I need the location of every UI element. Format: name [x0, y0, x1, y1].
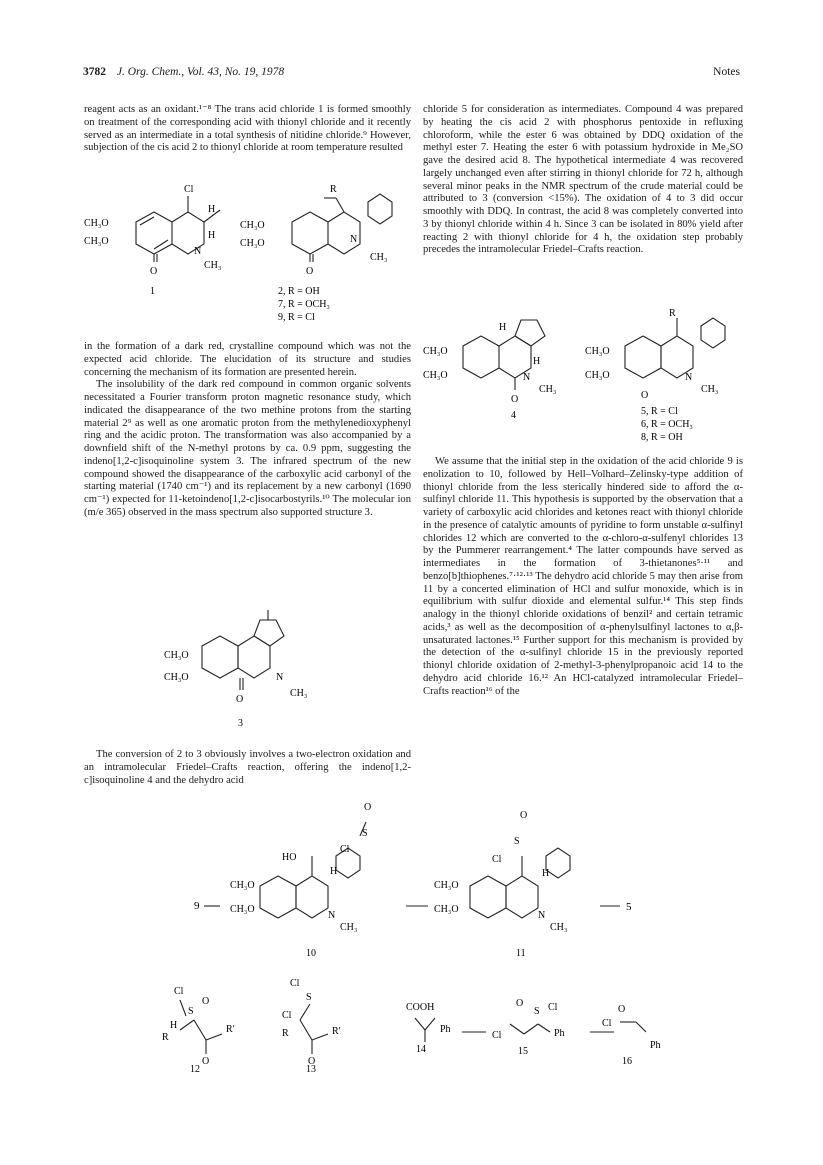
- methoxy-label: CH₃O: [230, 880, 255, 891]
- compound-number: 12: [190, 1064, 200, 1075]
- left-paragraph-4: The conversion of 2 to 3 obviously involves a two-electron oxidation and an intramolecular Friedel–Crafts reaction, offering the indeno[1,2-c]isoquinoline 4 and the dehydro acid: [84, 749, 411, 786]
- atom-label: N: [685, 372, 693, 383]
- atom-label: H: [499, 322, 507, 333]
- legend-line: 8, R = OH: [641, 432, 683, 443]
- methoxy-label: CH₃O: [240, 238, 265, 249]
- atom-label: O: [511, 394, 519, 405]
- legend-line: 5, R = Cl: [641, 406, 678, 417]
- atom-label: S: [362, 828, 368, 839]
- methoxy-label: CH₃O: [240, 220, 265, 231]
- atom-label: O: [150, 266, 158, 277]
- structure-4: [423, 306, 593, 426]
- atom-label: CH₃: [539, 384, 557, 395]
- legend-line: 6, R = OCH₃: [641, 419, 693, 430]
- atom-label: Cl: [548, 1002, 558, 1013]
- atom-label: CH₃: [370, 252, 388, 263]
- atom-label: COOH: [406, 1002, 435, 1013]
- atom-label: Cl: [492, 854, 502, 865]
- section-label: Notes: [713, 66, 740, 78]
- methoxy-label: CH₃O: [434, 904, 459, 915]
- journal-citation: J. Org. Chem., Vol. 43, No. 19, 1978: [116, 66, 285, 78]
- methoxy-label: CH₃O: [84, 218, 109, 229]
- atom-label: S: [534, 1006, 540, 1017]
- atom-label: H: [542, 868, 550, 879]
- compound-number: 13: [306, 1064, 316, 1075]
- atom-label: H: [170, 1020, 178, 1031]
- atom-label: O: [202, 1056, 210, 1067]
- atom-label: Cl: [174, 986, 184, 997]
- compound-number: 16: [622, 1056, 632, 1067]
- atom-label: O: [308, 1056, 316, 1067]
- atom-label: Ph: [554, 1028, 565, 1039]
- page-number: 3782: [83, 66, 106, 78]
- mechanism-scheme: [180, 796, 660, 966]
- methoxy-label: CH₃O: [164, 650, 189, 661]
- compound-number: 4: [511, 410, 516, 421]
- atom-label: O: [618, 1004, 626, 1015]
- atom-label: H: [208, 230, 216, 241]
- atom-label: S: [514, 836, 520, 847]
- compound-number: 11: [516, 948, 526, 959]
- compound-number: 14: [416, 1044, 426, 1055]
- atom-label: O: [641, 390, 649, 401]
- methoxy-label: CH₃O: [585, 346, 610, 357]
- atom-label: S: [188, 1006, 194, 1017]
- compound-number: 15: [518, 1046, 528, 1057]
- left-paragraph-2: in the formation of a dark red, crystalline compound which was not the expected acid chloride. The elucidation of its structure and studies concerning the mechanism of its formation are presented herein. The insolubility of the dark red compound in common organic solvents necessitated a Fourier transform proton magnetic resonance study, which indicated the disappearance of the two methine protons from the starting material 2⁹ as well as one aromatic proton from the methylenedioxyphenyl ring and the acidic proton. The transformation was also accompanied by a downfield shift of the N-methyl protons by ca. 0.9 ppm, suggesting the indeno[1,2-c]isoquinoline system 3. The infrared spectrum of the new compound showed the disappearance of the carboxylic acid carbonyl of the starting material (1740 cm⁻¹) and its replacement by a new carbonyl (1690 cm⁻¹) expected for 11-ketoindeno[1,2-c]isocarbostyrils.¹⁰ The molecular ion (m/e 365) observed in the mass spectrum also supported structure 3.: [84, 341, 411, 518]
- bottom-structures: [150, 970, 690, 1080]
- atom-label: N: [523, 372, 531, 383]
- atom-label: R′: [332, 1026, 341, 1037]
- atom-label: Cl: [492, 1030, 502, 1041]
- atom-label: N: [194, 246, 202, 257]
- atom-label: Cl: [290, 978, 300, 989]
- atom-label: R′: [226, 1024, 235, 1035]
- compound-number: 9: [194, 900, 200, 912]
- atom-label: CH₃: [204, 260, 222, 271]
- atom-label: H: [208, 204, 216, 215]
- atom-label: O: [236, 694, 244, 705]
- atom-label: R: [162, 1032, 169, 1043]
- atom-label: H: [533, 356, 541, 367]
- methoxy-label: CH₃O: [84, 236, 109, 247]
- methoxy-label: CH₃O: [423, 370, 448, 381]
- atom-label: O: [520, 810, 528, 821]
- structure-5: [585, 306, 745, 446]
- running-header: [83, 66, 284, 78]
- methoxy-label: CH₃O: [423, 346, 448, 357]
- atom-label: O: [516, 998, 524, 1009]
- atom-label: CH₃: [550, 922, 568, 933]
- atom-label: N: [350, 234, 358, 245]
- compound-number: 10: [306, 948, 316, 959]
- atom-label: H: [330, 866, 338, 877]
- right-paragraph-2: We assume that the initial step in the oxidation of the acid chloride 9 is enolization to 10, followed by Hell–Volhard–Zelinsky-type addition of thionyl chloride from the less sterically hindered side to afford the α-sulfinyl chloride 11. This hypothesis is supported by the observation that a variety of carboxylic acid chlorides and ketones react with thionyl chloride in the presence of catalytic amounts of pyridine to form unstable α-sulfinyl chlorides 12 which are converted to the α-chloro-α-sulfenyl chlorides 13 by the Pummerer rearrangement.⁴ The latter compounds have served as intermediates in the formation of 3-thietanones⁵·¹¹ and benzo[b]thiophenes.⁷·¹²·¹³ The dehydro acid chloride 5 may then arise from 11 by a concerted elimination of HCl and sulfur monoxide, which is in equilibrium with sulfur dioxide and elemental sulfur.¹⁴ This step finds analogy in the thionyl chloride oxidations of benzil² and certain tetramic acids,³ as well as the decomposition of α-phenylsulfinyl lactones to α,β-unsaturated lactones.¹⁵ Further support for this mechanism is provided by the detection of the α-sulfinyl chloride 15 in the previously reported thionyl chloride oxidation of 2-methyl-3-phenylpropanoic acid 14 to the dehydro acid chloride 16.¹² An HCl-catalyzed intramolecular Friedel–Crafts reaction¹⁶ of the: [423, 456, 743, 697]
- legend-line: 2, R = OH: [278, 286, 320, 297]
- compound-number: 1: [150, 286, 155, 297]
- atom-label: S: [306, 992, 312, 1003]
- structure-2: [240, 182, 410, 332]
- atom-label: CH₃: [290, 688, 308, 699]
- structure-1: [84, 182, 244, 302]
- atom-label: R: [330, 184, 337, 195]
- atom-label: N: [276, 672, 284, 683]
- atom-label: Cl: [340, 844, 350, 855]
- atom-label: O: [364, 802, 372, 813]
- right-paragraph-1: chloride 5 for consideration as intermediates. Compound 4 was prepared by heating the cis acid 2 with phosphorus pentoxide in refluxing chloroform, while the ester 6 was obtained by DDQ oxidation of the methyl ester 7. Heating the ester 6 with potassium hydroxide in Me₂SO gave the desired acid 8. The hypothetical intermediate 4 was recovered largely unchanged even after stirring in thionyl chloride for 72 h, although several minor peaks in the NMR spectrum of the crude material could be attributed to 3 (conversion <15%). The oxidation of 4 to 3 did occur smoothly with DDQ. In contrast, the acid 8 was completely converted into 3 by thionyl chloride within 4 h. Since 3 can be isolated in 80% yield after reacting 2 with thionyl chloride for 4 h, the oxidation step probably precedes the intramolecular Friedel–Crafts reaction.: [423, 104, 743, 256]
- left-paragraph-1: reagent acts as an oxidant.¹⁻⁸ The trans acid chloride 1 is formed smoothly on treatment of the corresponding acid with thionyl chloride and it recently served as an intermediate in a total synthesis of nitidine chloride.⁹ However, subjection of the cis acid 2 to thionyl chloride at room temperature resulted: [84, 104, 411, 154]
- atom-label: R: [282, 1028, 289, 1039]
- atom-label: HO: [282, 852, 297, 863]
- atom-label: Cl: [602, 1018, 612, 1029]
- compound-number: 5: [626, 901, 632, 913]
- methoxy-label: CH₃O: [230, 904, 255, 915]
- legend-line: 9, R = Cl: [278, 312, 315, 323]
- atom-label: Ph: [440, 1024, 451, 1035]
- atom-label: O: [306, 266, 314, 277]
- atom-label: Cl: [184, 184, 194, 195]
- atom-label: N: [328, 910, 336, 921]
- methoxy-label: CH₃O: [434, 880, 459, 891]
- atom-label: CH₃: [340, 922, 358, 933]
- atom-label: O: [202, 996, 210, 1007]
- methoxy-label: CH₃O: [164, 672, 189, 683]
- atom-label: Cl: [282, 1010, 292, 1021]
- atom-label: R: [669, 308, 676, 319]
- legend-line: 7, R = OCH₃: [278, 299, 330, 310]
- atom-label: N: [538, 910, 546, 921]
- atom-label: CH₃: [701, 384, 719, 395]
- methoxy-label: CH₃O: [585, 370, 610, 381]
- compound-number: 3: [238, 718, 243, 729]
- structure-3: [150, 606, 330, 736]
- atom-label: Ph: [650, 1040, 661, 1051]
